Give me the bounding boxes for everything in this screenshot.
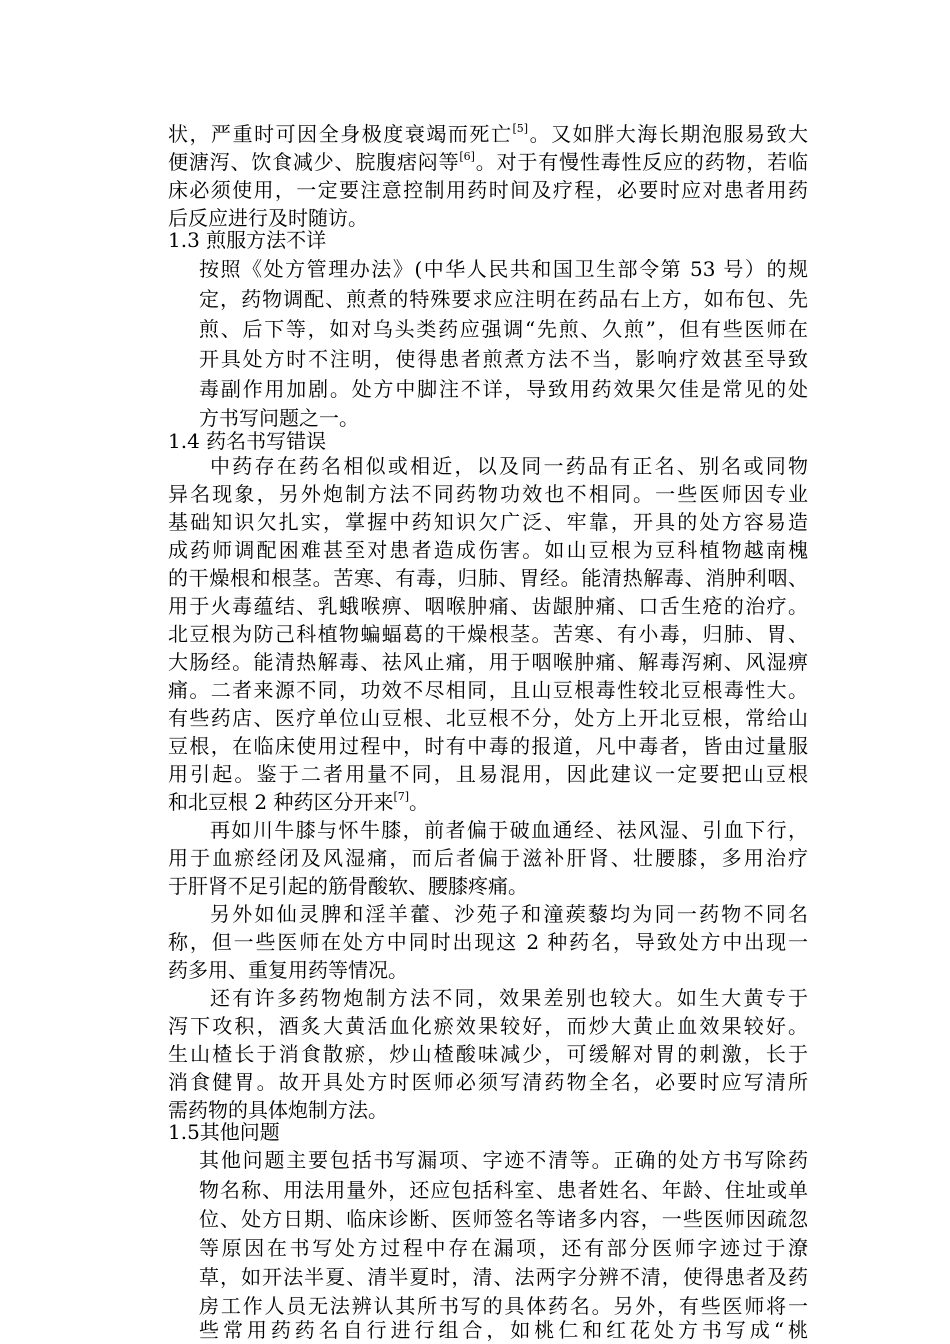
- text-line: 开具处方时不注明，使得患者煎煮方法不当，影响疗效甚至导致: [199, 347, 808, 371]
- text-line: 还有许多药物炮制方法不同，效果差别也较大。如生大黄专于: [210, 986, 808, 1010]
- text-line: 成药师调配困难甚至对患者造成伤害。如山豆根为豆科植物越南槐: [168, 538, 808, 562]
- text-line: 按照《处方管理办法》(中华人民共和国卫生部令第 53 号）的规: [199, 257, 808, 281]
- text-line: 大肠经。能清热解毒、祛风止痛，用于咽喉肿痛、解毒泻痢、风湿痹: [168, 650, 808, 674]
- text-line: 和北豆根 2 种药区分开来[7]。: [168, 790, 430, 814]
- section-heading-1-3: 1.3 煎服方法不详: [168, 228, 327, 252]
- text-line: 有些药店、医疗单位山豆根、北豆根不分，处方上开北豆根，常给山: [168, 706, 808, 730]
- text-line: 等原因在书写处方过程中存在漏项，还有部分医师字迹过于潦: [199, 1236, 808, 1260]
- text-line: 毒副作用加剧。处方中脚注不详，导致用药效果欠佳是常见的处: [199, 377, 808, 401]
- text-line: 其他问题主要包括书写漏项、字迹不清等。正确的处方书写除药: [199, 1148, 808, 1172]
- text-line: 状，严重时可因全身极度衰竭而死亡[5]。又如胖大海长期泡服易致大: [168, 122, 808, 146]
- text-line: 药多用、重复用药等情况。: [168, 958, 408, 982]
- text-line: 用于火毒蕴结、乳蛾喉痹、咽喉肿痛、齿龈肿痛、口舌生疮的治疗。: [168, 594, 808, 618]
- text-line: 用于血瘀经闭及风湿痛，而后者偏于滋补肝肾、壮腰膝，多用治疗: [168, 846, 808, 870]
- text-line: 消食健胃。故开具处方时医师必须写清药物全名，必要时应写清所: [168, 1070, 808, 1094]
- citation: [5]: [512, 122, 529, 135]
- text-line: 中药存在药名相似或相近，以及同一药品有正名、别名或同物: [210, 454, 808, 478]
- text-line: 豆根，在临床使用过程中，时有中毒的报道，凡中毒者，皆由过量服: [168, 734, 808, 758]
- text-line: 后反应进行及时随访。: [168, 206, 368, 230]
- text-line: 用引起。鉴于二者用量不同，且易混用，因此建议一定要把山豆根: [168, 762, 808, 786]
- text-line: 生山楂长于消食散瘀，炒山楂酸味减少，可缓解对胃的刺激，长于: [168, 1042, 808, 1066]
- citation: [6]: [459, 150, 475, 163]
- citation: [7]: [393, 790, 410, 803]
- text-line: 北豆根为防己科植物蝙蝠葛的干燥根茎。苦寒、有小毒，归肺、胃、: [168, 622, 808, 646]
- text-line: 于肝肾不足引起的筋骨酸软、腰膝疼痛。: [168, 874, 528, 898]
- text-line: 再如川牛膝与怀牛膝，前者偏于破血通经、祛风湿、引血下行，: [210, 818, 808, 842]
- text-line: 位、处方日期、临床诊断、医师签名等诸多内容，一些医师因疏忽: [199, 1207, 808, 1231]
- text-line: 的干燥根和根茎。苦寒、有毒，归肺、胃经。能清热解毒、消肿利咽、: [168, 566, 808, 590]
- text-line: 床必须使用，一定要注意控制用药时间及疗程，必要时应对患者用药: [168, 178, 808, 202]
- section-heading-1-4: 1.4 药名书写错误: [168, 429, 327, 453]
- text-line: 称，但一些医师在处方中同时出现这 2 种药名，导致处方中出现一: [168, 930, 808, 954]
- text-line: 异名现象，另外炮制方法不同药物功效也不相同。一些医师因专业: [168, 482, 808, 506]
- text-line: 方书写问题之一。: [199, 406, 359, 430]
- text-line: 煎、后下等，如对乌头类药应强调“先煎、久煎”，但有些医师在: [199, 317, 808, 341]
- text-line: 痛。二者来源不同，功效不尽相同，且山豆根毒性较北豆根毒性大。: [168, 678, 808, 702]
- text-line: 物名称、用法用量外，还应包括科室、患者姓名、年龄、住址或单: [199, 1178, 808, 1202]
- section-heading-1-5: 1.5其他问题: [168, 1120, 280, 1144]
- text-line: 便溏泻、饮食减少、脘腹痞闷等[6]。对于有慢性毒性反应的药物，若临: [168, 150, 809, 174]
- text-line: 泻下攻积，酒炙大黄活血化瘀效果较好，而炒大黄止血效果较好。: [168, 1014, 808, 1038]
- text-line: 些常用药药名自行进行组合，如桃仁和红花处方书写成“桃: [199, 1318, 808, 1342]
- text-line: 另外如仙灵脾和淫羊藿、沙苑子和潼蒺藜均为同一药物不同名: [210, 902, 808, 926]
- text-line: 房工作人员无法辨认其所书写的具体药名。另外，有些医师将一: [199, 1294, 808, 1318]
- text-line: 基础知识欠扎实，掌握中药知识欠广泛、牢靠，开具的处方容易造: [168, 510, 808, 534]
- text-line: 草，如开法半夏、清半夏时，清、法两字分辨不清，使得患者及药: [199, 1265, 808, 1289]
- text-line: 需药物的具体炮制方法。: [168, 1098, 388, 1122]
- text-line: 定，药物调配、煎煮的特殊要求应注明在药品右上方，如布包、先: [199, 287, 808, 311]
